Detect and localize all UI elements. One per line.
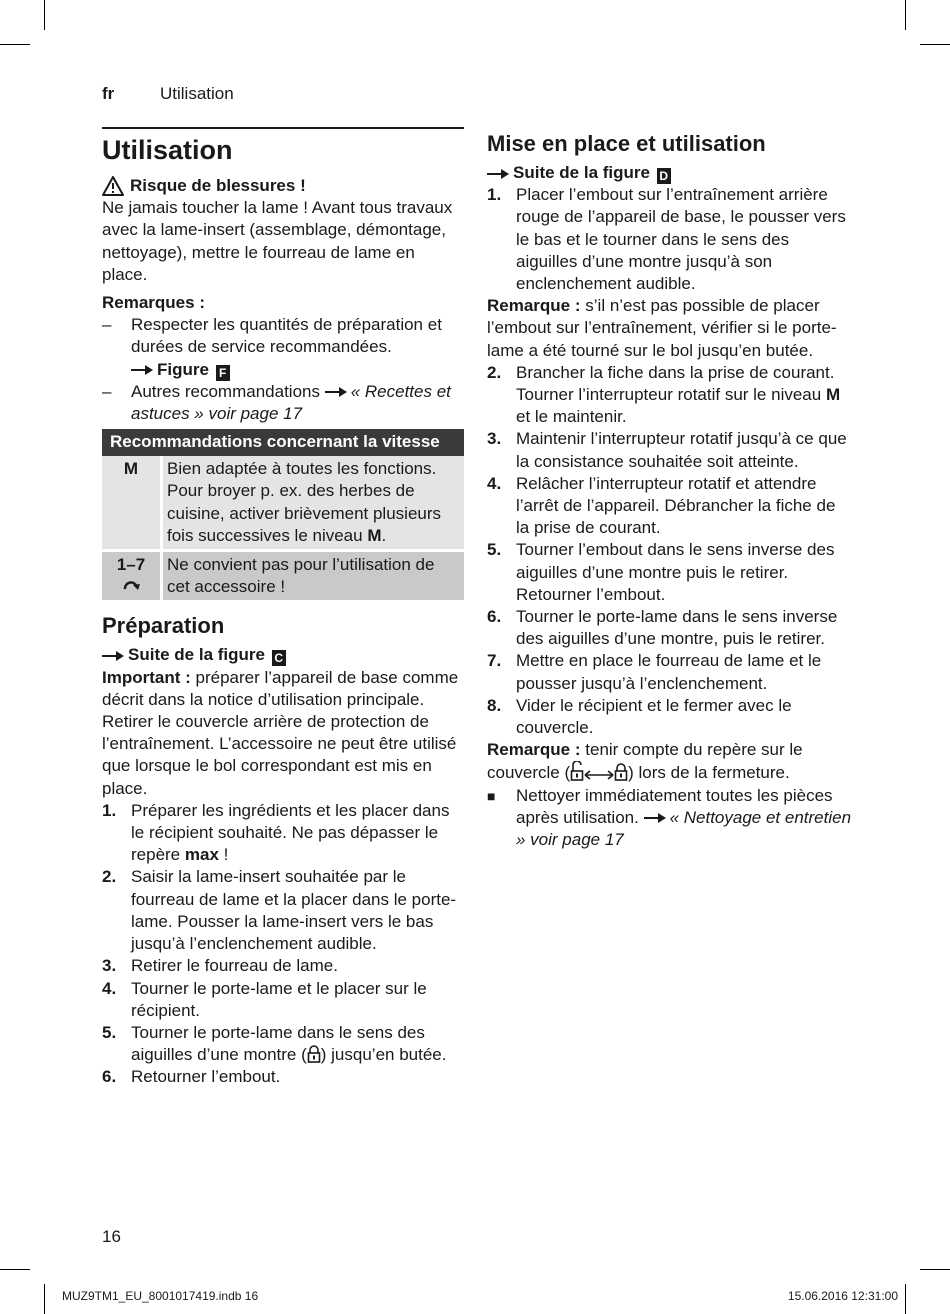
arrow-right-icon bbox=[131, 365, 153, 375]
footer-date: 15.06.2016 12:31:00 bbox=[787, 1289, 898, 1303]
running-header: Utilisation bbox=[160, 84, 234, 103]
list-item: 7. Mettre en place le fourreau de lame et le pousser jusqu’à l’enclenchement. bbox=[487, 651, 822, 693]
section-title: Préparation bbox=[102, 613, 225, 639]
lock-closed-icon bbox=[614, 763, 628, 781]
page-title: Utilisation bbox=[102, 135, 233, 165]
page-number: 16 bbox=[102, 1227, 121, 1246]
warning-heading bbox=[102, 175, 464, 197]
list-item: 8. Vider le récipient et le fermer avec le couvercle. bbox=[487, 695, 792, 738]
list-item: ■ Nettoyer immédiatement toutes les pièces après utilisation. « Nettoyage et entretien » voir page 17 bbox=[487, 785, 852, 852]
right-column bbox=[487, 127, 852, 851]
remark-paragraph: Remarque : tenir compte du repère sur le couvercle ( ) lors de la fermeture. bbox=[487, 740, 803, 783]
remark-text: Autres recommandations bbox=[131, 381, 320, 401]
figure-ref-line: Suite de la figure C bbox=[102, 644, 464, 666]
page-reference: « Nettoyage et entretien » voir page 17 bbox=[516, 807, 852, 850]
footer-file: MUZ9TM1_EU_8001017419.indb 16 bbox=[62, 1289, 259, 1303]
list-item: 1. Placer l’embout sur l’entraînement arrière rouge de l’appareil de base, le pousser vers le bas et le tourner dans le sens des aiguilles d’une montre jusqu’à son enclenchement audible. bbox=[487, 185, 846, 294]
list-item: 5. Tourner l’embout dans le sens inverse des aiguilles d’une montre puis le retirer. Retourner l’embout. bbox=[487, 540, 835, 604]
figure-letter: D bbox=[657, 168, 671, 184]
table-row: M Bien adaptée à toutes les fonctions. Pour broyer p. ex. des herbes de cuisine, activer brièvement plusieurs fois successives le niveau M. bbox=[102, 456, 464, 552]
list-item: 2. Saisir la lame-insert souhaitée par le fourreau de lame et la placer dans le porte-lame. Pousser la lame-insert vers le bas jusqu’à l’enclenchement audible. bbox=[102, 867, 457, 954]
list-item: 6. Retourner l’embout. bbox=[102, 1067, 281, 1087]
list-item: – Autres recommandations « Recettes et astuces » voir page 17 bbox=[102, 381, 451, 424]
table-header: Recommandations concernant la vitesse bbox=[102, 429, 464, 456]
list-item: 4. Tourner le porte-lame et le placer sur le récipient. bbox=[102, 978, 427, 1020]
figure-reference: Figure bbox=[157, 359, 209, 379]
warning-text: Ne jamais toucher la lame ! Avant tous travaux avec la lame-insert (assemblage, démontage, nettoyage), mettre le fourreau de lame en place. bbox=[102, 198, 453, 284]
list-item: 3. Retirer le fourreau de lame. bbox=[102, 956, 338, 976]
arrow-right-icon bbox=[325, 387, 347, 397]
table-row bbox=[102, 552, 464, 600]
section-title: Mise en place et utilisation bbox=[487, 131, 766, 156]
bullet-icon: ■ bbox=[487, 787, 496, 804]
list-item: 4. Relâcher l’interrupteur rotatif et attendre l’arrêt de l’appareil. Débrancher la fiche de la prise de courant. bbox=[487, 473, 836, 538]
list-item: 5. Tourner le porte-lame dans le sens des aiguilles d’une montre ( ) jusqu’en butée. bbox=[102, 1022, 447, 1065]
remark-text: Respecter les quantités de préparation et durées de service recommandées. bbox=[131, 315, 442, 357]
crop-mark bbox=[0, 44, 30, 45]
figure-ref-line: Suite de la figure D bbox=[487, 162, 852, 184]
crop-mark bbox=[920, 1269, 950, 1270]
speed-table bbox=[102, 429, 464, 600]
speed-description: Ne convient pas pour l’utilisation de cet accessoire ! bbox=[163, 552, 464, 600]
arrow-right-icon bbox=[487, 169, 509, 179]
figure-letter: C bbox=[272, 650, 286, 666]
speed-key: M bbox=[102, 456, 163, 552]
list-item: 6. Tourner le porte-lame dans le sens inverse des aiguilles d’une montre, puis le retirer. bbox=[487, 607, 838, 649]
speed-description: Bien adaptée à toutes les fonctions. Pour broyer p. ex. des herbes de cuisine, activer brièvement plusieurs fois successives le niveau bbox=[167, 459, 442, 545]
lock-open-icon bbox=[570, 761, 584, 781]
warning-title: Risque de blessures ! bbox=[130, 176, 306, 195]
crop-mark bbox=[44, 1284, 45, 1314]
language-code: fr bbox=[102, 84, 115, 103]
crop-mark bbox=[44, 0, 45, 30]
crop-mark bbox=[0, 1269, 30, 1270]
lock-closed-icon bbox=[307, 1045, 321, 1063]
remarks-title: Remarques : bbox=[102, 293, 205, 313]
remark-paragraph: Remarque : s’il n’est pas possible de placer l’embout sur l’entraînement, vérifier si le porte-lame a été tourné sur le bol jusqu’en butée. bbox=[487, 296, 837, 360]
speed-key: 1–7 bbox=[116, 555, 146, 575]
crop-mark bbox=[905, 1284, 906, 1314]
list-item: 1. Préparer les ingrédients et les placer dans le récipient souhaité. Ne pas dépasser le repère max ! bbox=[102, 800, 450, 865]
list-item: 2. Brancher la fiche dans la prise de courant. Tourner l’interrupteur rotatif sur le niveau M et le maintenir. bbox=[487, 362, 841, 427]
arrow-right-icon bbox=[644, 813, 666, 823]
title-rule bbox=[102, 127, 464, 129]
page-reference: « Recettes et astuces » voir page 17 bbox=[131, 381, 451, 424]
list-item: 3. Maintenir l’interrupteur rotatif jusqu’à ce que la consistance souhaitée soit atteinte. bbox=[487, 429, 847, 471]
arrow-right-icon bbox=[102, 651, 124, 661]
crop-mark bbox=[905, 0, 906, 30]
important-paragraph: Important : préparer l’appareil de base comme décrit dans la notice d’utilisation principale. Retirer le couvercle arrière de protection de l’entraînement. L’accessoire ne peut être utilisé que lorsque le bol correspondant est mis en place. bbox=[102, 667, 459, 798]
figure-letter: F bbox=[216, 365, 230, 381]
warning-icon bbox=[102, 176, 124, 196]
rotate-arrow-icon bbox=[122, 576, 140, 592]
list-item: – Respecter les quantités de préparation et durées de service recommandées. Figure F bbox=[102, 315, 442, 380]
crop-mark bbox=[920, 44, 950, 45]
double-arrow-icon bbox=[584, 769, 614, 781]
left-column bbox=[102, 127, 464, 1089]
